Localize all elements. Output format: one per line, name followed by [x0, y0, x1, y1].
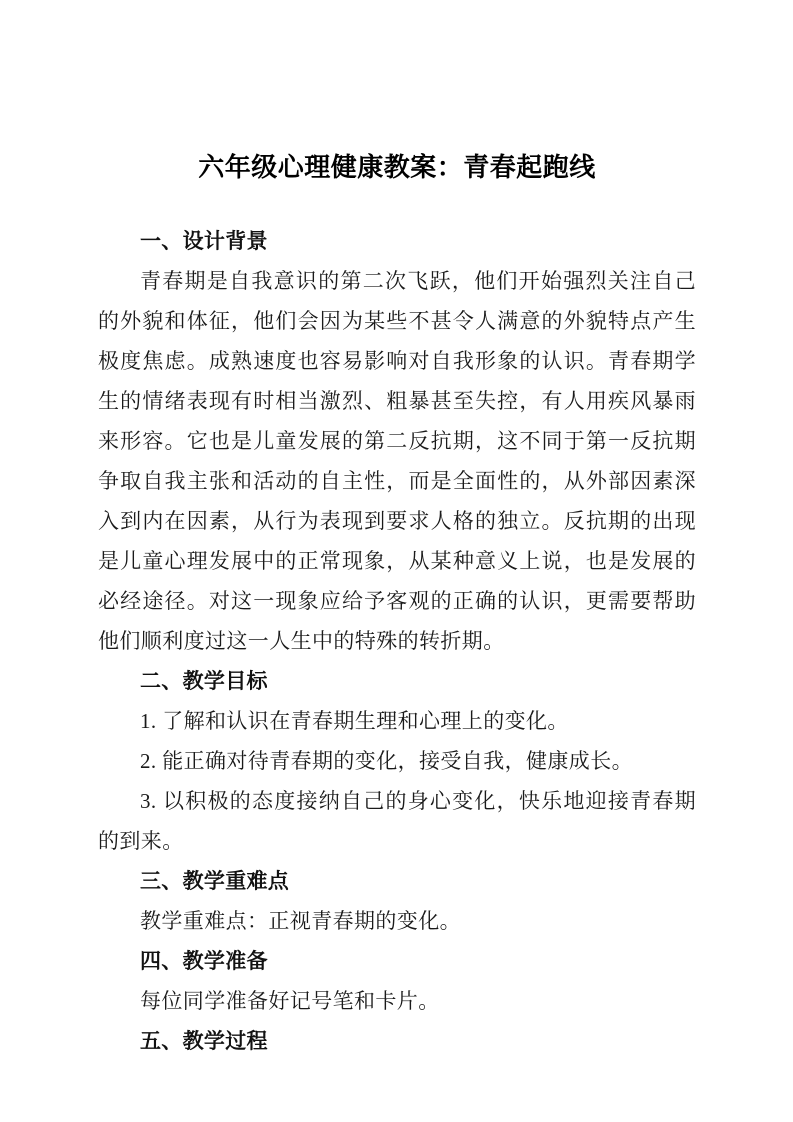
- list-item: 3. 以积极的态度接纳自己的身心变化，快乐地迎接青春期的到来。: [98, 789, 696, 853]
- section-heading-key-difficulties: 三、教学重难点: [140, 869, 290, 893]
- page-title: 六年级心理健康教案：青春起跑线: [198, 153, 596, 182]
- document-content: [98, 0, 696, 1061]
- section-paragraph-key-difficulties: 教学重难点：正视青春期的变化。: [140, 909, 461, 933]
- list-item: 2. 能正确对待青春期的变化，接受自我，健康成长。: [140, 749, 633, 773]
- section-paragraph-design-background: 青春期是自我意识的第二次飞跃，他们开始强烈关注自己的外貌和体征，他们会因为某些不甚令人满意的外貌特点产生极度焦虑。成熟速度也容易影响对自我形象的认识。青春期学生的情绪表现有时相当激烈、粗暴甚至失控，有人用疾风暴雨来形容。它也是儿童发展的第二反抗期，这不同于第一反抗期争取自我主张和活动的自主性，而是全面性的，从外部因素深入到内在因素，从行为表现到要求人格的独立。反抗期的出现是儿童心理发展中的正常现象，从某种意义上说，也是发展的必经途径。对这一现象应给予客观的正确的认识，更需要帮助他们顺利度过这一人生中的特殊的转折期。: [98, 269, 696, 653]
- title-spacer: [98, 185, 696, 221]
- section-heading-teaching-preparation: 四、教学准备: [140, 949, 268, 973]
- section-heading-design-background: 一、设计背景: [140, 229, 268, 253]
- section-heading-teaching-process: 五、教学过程: [140, 1029, 268, 1053]
- list-item: 1. 了解和认识在青春期生理和心理上的变化。: [140, 709, 569, 733]
- section-heading-teaching-goals: 二、教学目标: [140, 669, 268, 693]
- section-paragraph-teaching-preparation: 每位同学准备好记号笔和卡片。: [140, 989, 440, 1013]
